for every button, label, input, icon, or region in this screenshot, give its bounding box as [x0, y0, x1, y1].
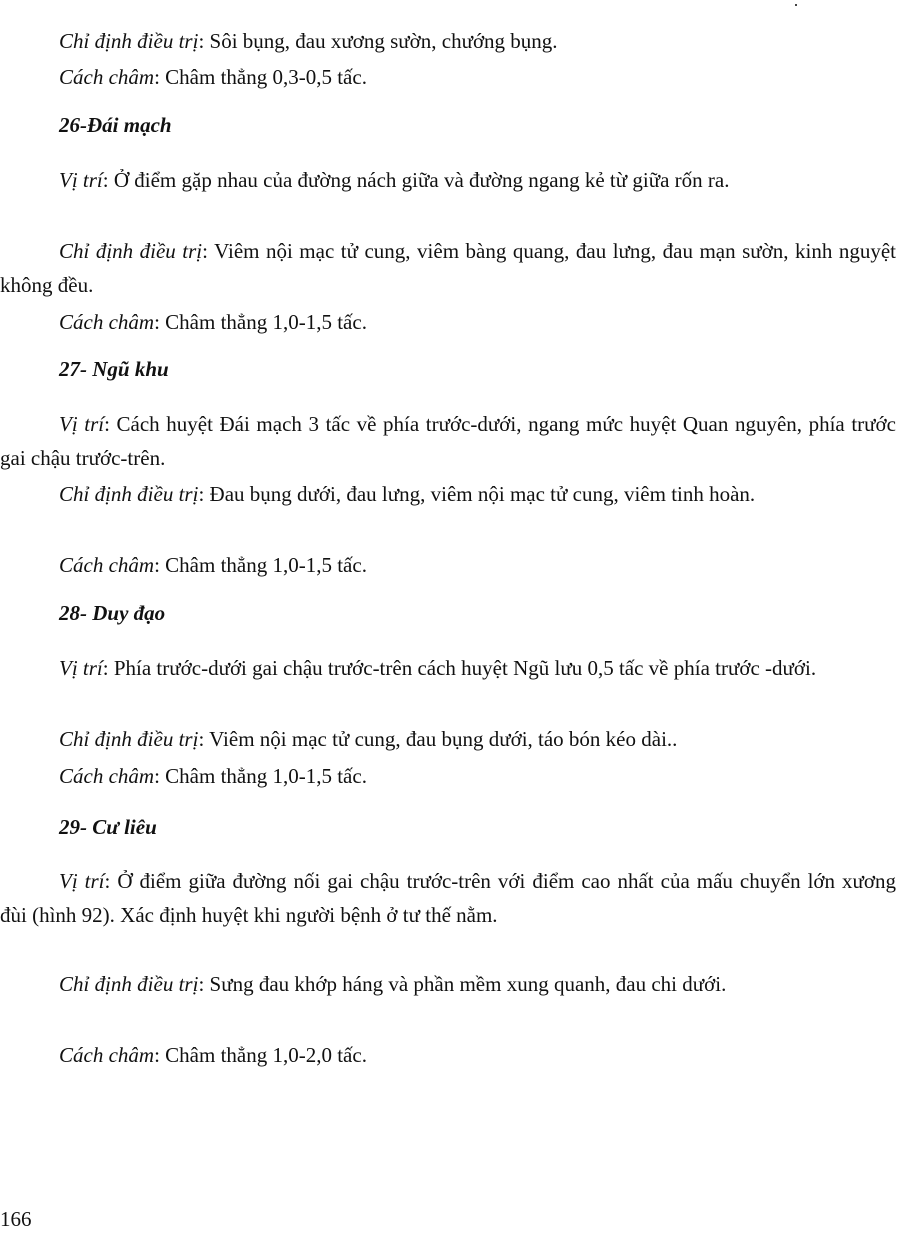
e28-heading: 28- Duy đạo	[59, 601, 166, 625]
text: : Châm thẳng 1,0-1,5 tấc.	[154, 310, 367, 334]
text: : Sôi bụng, đau xương sườn, chướng bụng.	[198, 29, 558, 53]
text: : Châm thẳng 1,0-1,5 tấc.	[154, 553, 367, 577]
label: Cách châm	[59, 310, 155, 334]
text: : Châm thẳng 1,0-2,0 tấc.	[154, 1043, 367, 1067]
e26-heading: 26-Đái mạch	[59, 113, 172, 137]
label: Cách châm	[59, 764, 155, 788]
e27-vi-tri	[0, 407, 896, 475]
label: Chỉ định điều trị	[59, 482, 199, 506]
text: : Châm thẳng 1,0-1,5 tấc.	[154, 764, 367, 788]
text: : Cách huyệt Đái mạch 3 tấc về phía trước-dưới, ngang mức huyệt Quan nguyên, phía trước gai chậu trước-trên.	[0, 412, 896, 470]
label: Chỉ định điều trị	[59, 239, 203, 263]
e25-cach-cham	[59, 60, 896, 94]
label: Chỉ định điều trị	[59, 29, 199, 53]
e27-cach-cham	[59, 548, 896, 582]
e29-heading: 29- Cư liêu	[59, 815, 157, 839]
scan-speck	[795, 4, 797, 6]
label: Cách châm	[59, 1043, 155, 1067]
label: Vị trí	[59, 168, 103, 192]
text: : Viêm nội mạc tử cung, viêm bàng quang, đau lưng, đau mạn sườn, kinh nguyệt không đều.	[0, 239, 896, 297]
label: Chỉ định điều trị	[59, 972, 199, 996]
label: Cách châm	[59, 553, 155, 577]
text: : Châm thẳng 0,3-0,5 tấc.	[154, 65, 367, 89]
text: : Sưng đau khớp háng và phần mềm xung quanh, đau chi dưới.	[198, 972, 727, 996]
e29-chi-dinh	[0, 967, 896, 1001]
e27-heading: 27- Ngũ khu	[59, 357, 169, 381]
page-number: 166	[0, 1207, 32, 1231]
e26-chi-dinh	[0, 234, 896, 302]
e26-cach-cham	[59, 305, 896, 339]
e29-vi-tri	[0, 864, 896, 932]
label: Vị trí	[59, 412, 105, 436]
e28-chi-dinh	[59, 722, 896, 756]
text: : Đau bụng dưới, đau lưng, viêm nội mạc tử cung, viêm tinh hoàn.	[198, 482, 756, 506]
label: Vị trí	[59, 869, 105, 893]
e28-cach-cham	[59, 759, 896, 793]
e25-chi-dinh	[59, 24, 896, 58]
text: : Phía trước-dưới gai chậu trước-trên cách huyệt Ngũ lưu 0,5 tấc về phía trước -dưới.	[102, 656, 817, 680]
label: Cách châm	[59, 65, 155, 89]
e26-vi-tri	[0, 163, 896, 197]
label: Vị trí	[59, 656, 103, 680]
e28-vi-tri	[0, 651, 896, 685]
e29-cach-cham	[59, 1038, 896, 1072]
text: : Viêm nội mạc tử cung, đau bụng dưới, táo bón kéo dài..	[198, 727, 678, 751]
text: : Ở điểm gặp nhau của đường nách giữa và đường ngang kẻ từ giữa rốn ra.	[102, 168, 730, 192]
e27-chi-dinh	[0, 477, 896, 511]
label: Chỉ định điều trị	[59, 727, 199, 751]
text: : Ở điểm giữa đường nối gai chậu trước-trên với điểm cao nhất của mấu chuyển lớn xương đùi (hình 92). Xác định huyệt khi người bệnh ở tư thế nằm.	[0, 869, 896, 927]
